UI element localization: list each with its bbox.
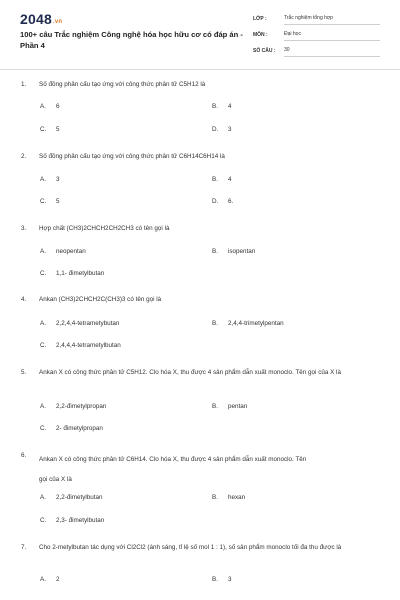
- logo-suffix: .vn: [52, 19, 63, 25]
- option-a[interactable]: [40, 576, 60, 583]
- option-a[interactable]: [40, 248, 86, 255]
- option-text: 2,3- đimetylbutan: [56, 517, 105, 524]
- option-b[interactable]: [212, 248, 255, 255]
- option-a[interactable]: [40, 403, 106, 410]
- option-letter: A.: [40, 103, 46, 110]
- option-letter: D.: [212, 198, 219, 205]
- option-letter: B.: [212, 248, 218, 255]
- option-letter: A.: [40, 248, 46, 255]
- option-text: neopentan: [56, 248, 86, 255]
- meta-value: Trắc nghiệm tổng hợp: [284, 15, 380, 25]
- question-number: 6.: [21, 452, 27, 459]
- header-divider: [0, 69, 400, 70]
- option-text: 6: [56, 103, 60, 110]
- option-letter: B.: [212, 176, 218, 183]
- option-text: 4: [228, 176, 232, 183]
- question-text: Ankan (CH3)2CHCH2C(CH3)3 có tên gọi là: [39, 296, 162, 303]
- meta-value: 30: [284, 47, 380, 57]
- option-letter: B.: [212, 403, 218, 410]
- question-number: 2.: [21, 153, 27, 160]
- option-text: 2,2,4,4-tetrametybutan: [56, 320, 120, 327]
- question-number: 1.: [21, 81, 27, 88]
- option-c[interactable]: [40, 270, 104, 277]
- option-c[interactable]: [40, 198, 60, 205]
- option-letter: A.: [40, 494, 46, 501]
- option-letter: A.: [40, 403, 46, 410]
- option-letter: A.: [40, 176, 46, 183]
- option-letter: B.: [212, 103, 218, 110]
- question-text: Hợp chất (CH3)2CHCH2CH2CH3 có tên gọi là: [39, 225, 170, 232]
- option-text: pentan: [228, 403, 248, 410]
- meta-key: LỚP :: [253, 16, 267, 22]
- option-letter: A.: [40, 576, 46, 583]
- option-text: 5: [56, 126, 60, 133]
- option-letter: C.: [40, 425, 47, 432]
- option-text: 2: [56, 576, 60, 583]
- option-a[interactable]: [40, 494, 103, 501]
- option-b[interactable]: [212, 176, 232, 183]
- option-b[interactable]: [212, 403, 247, 410]
- option-text: 6.: [228, 198, 234, 205]
- option-a[interactable]: [40, 103, 60, 110]
- option-a[interactable]: [40, 320, 119, 327]
- option-letter: C.: [40, 198, 47, 205]
- logo-text: 2048: [20, 11, 52, 27]
- meta-row-count: [253, 46, 380, 62]
- meta-info: [253, 14, 380, 62]
- option-letter: B.: [212, 576, 218, 583]
- option-text: 2,2-đimetylbutan: [56, 494, 103, 501]
- option-b[interactable]: [212, 576, 232, 583]
- meta-key: SỐ CÂU :: [253, 48, 276, 54]
- option-text: 4: [228, 103, 232, 110]
- option-letter: C.: [40, 517, 47, 524]
- option-letter: D.: [212, 126, 219, 133]
- document-header: [0, 0, 400, 66]
- question-text: Số đồng phân cấu tạo ứng với công thức phân tử C5H12 là: [39, 81, 206, 88]
- question-number: 7.: [21, 544, 27, 551]
- option-a[interactable]: [40, 176, 60, 183]
- meta-row-class: [253, 14, 380, 30]
- option-text: isopentan: [228, 248, 256, 255]
- meta-key: MÔN :: [253, 32, 268, 38]
- option-text: 3: [228, 576, 232, 583]
- option-text: 2,4,4-trimetylpentan: [228, 320, 284, 327]
- option-letter: C.: [40, 342, 47, 349]
- site-logo[interactable]: [20, 11, 62, 27]
- option-letter: A.: [40, 320, 46, 327]
- question-text: Số đồng phân cấu tạo ứng với công thức phân tử C6H14C6H14 là: [39, 153, 225, 160]
- meta-row-subject: [253, 30, 380, 46]
- option-c[interactable]: [40, 517, 104, 524]
- option-d[interactable]: [212, 198, 233, 205]
- option-letter: C.: [40, 270, 47, 277]
- option-text: 2,2-đimetylpropan: [56, 403, 107, 410]
- option-text: 2,4,4,4-tetrametylbutan: [56, 342, 121, 349]
- option-letter: B.: [212, 320, 218, 327]
- option-text: hexan: [228, 494, 246, 501]
- question-text: Ankan X có công thức phân tử C5H12. Clo hóa X, thu được 4 sản phẩm dẫn xuất monoclo. Tên gọi của X là: [39, 369, 341, 376]
- option-c[interactable]: [40, 126, 60, 133]
- option-d[interactable]: [212, 126, 232, 133]
- option-text: 5: [56, 198, 60, 205]
- question-number: 4.: [21, 296, 27, 303]
- option-b[interactable]: [212, 494, 245, 501]
- document-title: 100+ câu Trắc nghiệm Công nghệ hóa học hữu cơ có đáp án - Phần 4: [20, 30, 243, 50]
- option-text: 2- đimetylpropan: [56, 425, 103, 432]
- option-c[interactable]: [40, 425, 103, 432]
- meta-value: Đại học: [284, 31, 380, 41]
- option-b[interactable]: [212, 103, 232, 110]
- option-text: 1,1- đimetylbutan: [56, 270, 105, 277]
- question-text: Cho 2-metylbutan tác dụng với Cl2Cl2 (ánh sáng, tỉ lệ số mol 1 : 1), số sản phẩm monoclo tối đa thu được là: [39, 544, 342, 551]
- option-text: 3: [56, 176, 60, 183]
- question-number: 5.: [21, 369, 27, 376]
- option-text: 3: [228, 126, 232, 133]
- question-text: Ankan X có công thức phân tử C6H14. Clo hóa X, thu được 4 sản phẩm dẫn xuất monoclo. Tên gọi của X là: [39, 456, 307, 483]
- option-letter: B.: [212, 494, 218, 501]
- option-letter: C.: [40, 126, 47, 133]
- option-b[interactable]: [212, 320, 284, 327]
- option-c[interactable]: [40, 342, 121, 349]
- question-number: 3.: [21, 225, 27, 232]
